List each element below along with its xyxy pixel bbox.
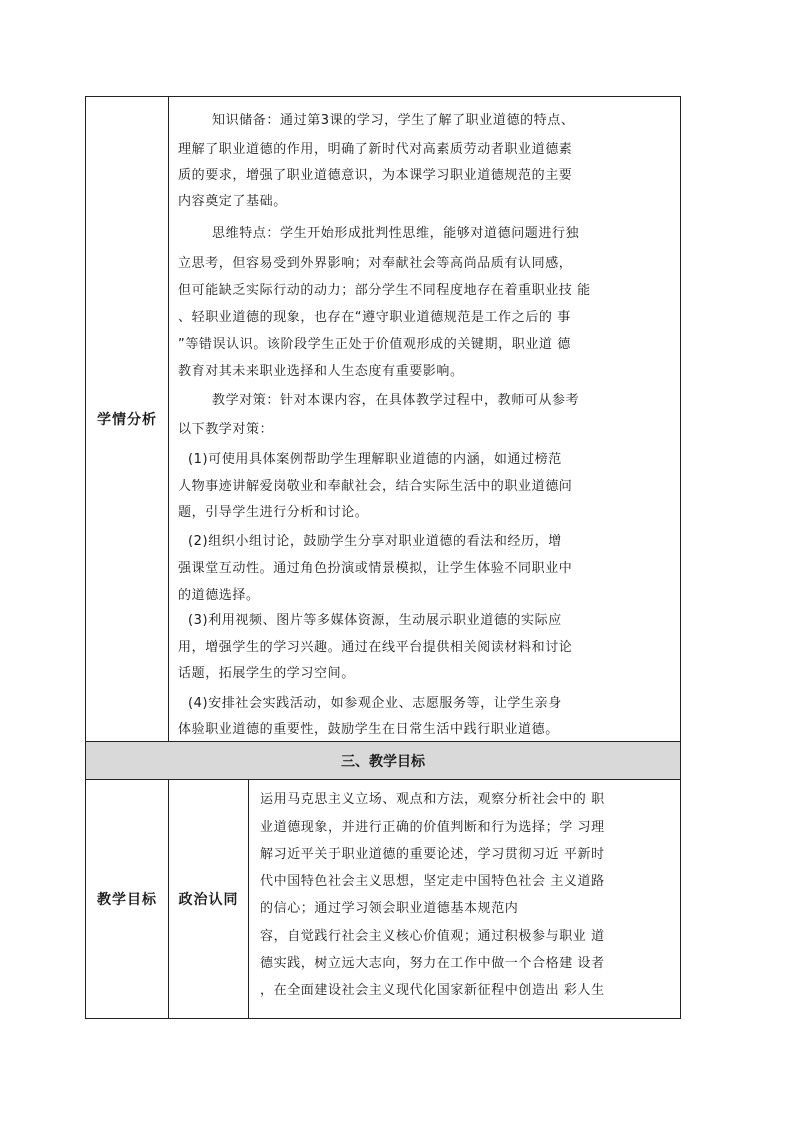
analysis-line: 质的要求，增强了职业道德意识，为本课学习职业道德规范的主要 — [178, 168, 573, 183]
analysis-line: (1)可使用具体案例帮助学生理解职业道德的内涵，如通过榜范 — [188, 452, 562, 467]
goals-line: 代中国特色社会主义思想，坚定走中国特色社会 主义道路 — [260, 874, 605, 889]
table-border-right — [680, 96, 681, 1019]
analysis-line: 、轻职业道德的现象，也存在“遵守职业道德规范是工作之后的 事 — [178, 310, 571, 325]
goals-column-divider-2 — [248, 779, 249, 1019]
analysis-line: 教育对其未来职业选择和人生态度有重要影响。 — [178, 364, 464, 379]
analysis-line: 话题，拓展学生的学习空间。 — [178, 666, 355, 681]
goals-line: 业道德现象，并进行正确的价值判断和行为选择；学 习理 — [260, 820, 605, 835]
analysis-line: 内容奠定了基础。 — [178, 194, 287, 209]
goals-line: 容，自觉践行社会主义核心价值观；通过积极参与职业 道 — [260, 929, 605, 944]
analysis-line: ”等错误认识。该阶段学生正处于价值观形成的关键期，职业道 德 — [178, 337, 571, 352]
analysis-line: 用，增强学生的学习兴趣。通过在线平台提供相关阅读材料和讨论 — [178, 640, 573, 655]
analysis-line: (3)利用视频、图片等多媒体资源，生动展示职业道德的实际应 — [188, 613, 562, 628]
analysis-line: (2)组织小组讨论，鼓励学生分享对职业道德的看法和经历，增 — [188, 534, 562, 549]
analysis-label: 学情分析 — [97, 412, 157, 428]
analysis-line: 思维特点：学生开始形成批判性思维，能够对道德问题进行独 — [212, 226, 580, 241]
table-border-bottom — [85, 1018, 681, 1019]
analysis-column-divider — [168, 96, 169, 742]
analysis-line: 体验职业道德的重要性，鼓励学生在日常生活中践行职业道德。 — [178, 722, 559, 737]
goals-line: 解习近平关于职业道德的重要论述，学习贯彻习近 平新时 — [260, 847, 605, 862]
goals-line: ，在全面建设社会主义现代化国家新征程中创造出 彩人生 — [260, 983, 605, 998]
analysis-line: 以下教学对策： — [178, 422, 274, 437]
goals-label: 教学目标 — [97, 892, 157, 908]
section-header: 三、教学目标 — [341, 753, 425, 770]
goals-line: 的信心；通过学习领会职业道德基本规范内 — [260, 901, 519, 916]
political-identity-label: 政治认同 — [178, 892, 239, 908]
table-border-top — [85, 96, 681, 97]
analysis-line: 教学对策：针对本课内容，在具体教学过程中，教师可从参考 — [212, 393, 580, 408]
analysis-line: 理解了职业道德的作用，明确了新时代对高素质劳动者职业道德素 — [178, 142, 573, 157]
analysis-line: 的道德选择。 — [178, 588, 260, 603]
analysis-line: 知识储备：通过第3课的学习，学生了解了职业道德的特点、 — [212, 113, 575, 128]
analysis-line: (4)安排社会实践活动，如参观企业、志愿服务等，让学生亲身 — [188, 696, 562, 711]
goals-line: 德实践，树立远大志向，努力在工作中做一个合格建 设者 — [260, 956, 605, 971]
analysis-line: 立思考，但容易受到外界影响；对奉献社会等高尚品质有认同感， — [178, 256, 573, 271]
analysis-line: 题，引导学生进行分析和讨论。 — [178, 505, 369, 520]
analysis-line: 强课堂互动性。通过角色扮演或情景模拟，让学生体验不同职业中 — [178, 561, 573, 576]
analysis-line: 但可能缺乏实际行动的动力；部分学生不同程度地存在着重职业技 能 — [178, 283, 591, 298]
analysis-line: 人物事迹讲解爱岗敬业和奉献社会，结合实际生活中的职业道德问 — [178, 479, 573, 494]
goals-line: 运用马克思主义立场、观点和方法，观察分析社会中的 职 — [260, 792, 605, 807]
